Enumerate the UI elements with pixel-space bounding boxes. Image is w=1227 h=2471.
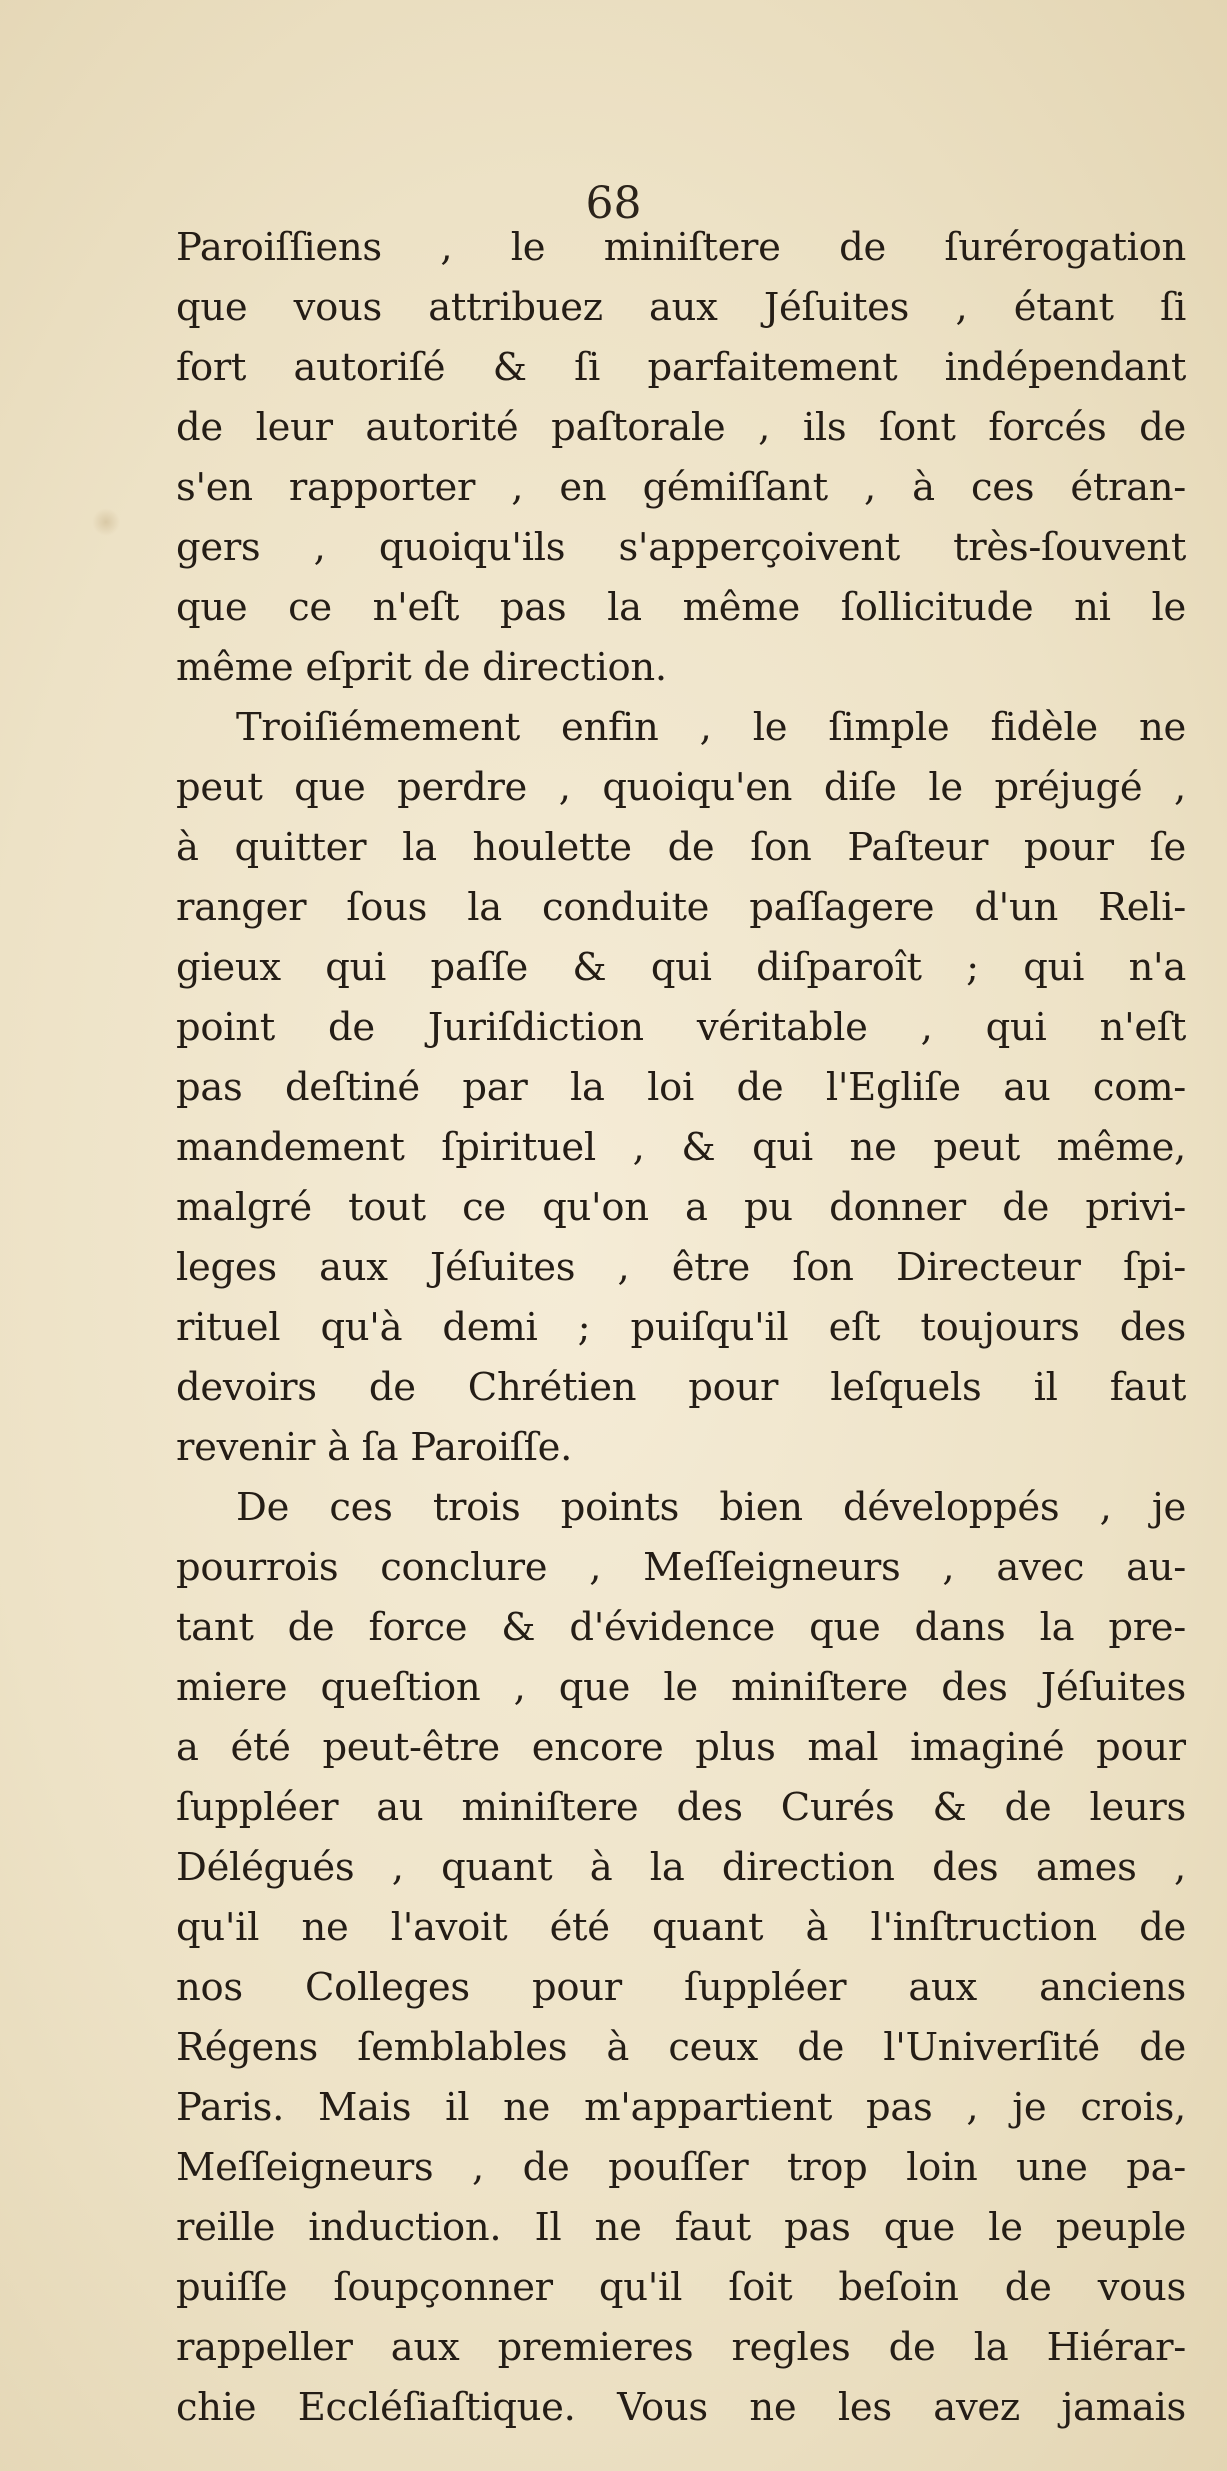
- text-line: a été peut-être encore plus mal imaginé pour: [176, 1725, 1186, 1770]
- text-line: Paroiſſiens , le miniſtere de ſurérogation: [176, 225, 1186, 270]
- text-line: Délégués , quant à la direction des ames ,: [176, 1845, 1186, 1890]
- text-line: ranger ſous la conduite paſſagere d'un Reli-: [176, 885, 1186, 930]
- text-line: puiſſe ſoupçonner qu'il ſoit beſoin de vous: [176, 2265, 1186, 2310]
- text-line: malgré tout ce qu'on a pu donner de privi-: [176, 1185, 1186, 1230]
- paper-stain: [92, 508, 120, 536]
- text-line: gers , quoiqu'ils s'apperçoivent très-ſouvent: [176, 525, 1186, 570]
- text-line: leges aux Jéſuites , être ſon Directeur ſpi-: [176, 1245, 1186, 1290]
- text-line: Troiſiémement enfin , le ſimple fidèle ne: [236, 705, 1186, 750]
- text-line: que vous attribuez aux Jéſuites , étant ſi: [176, 285, 1186, 330]
- text-line: Meſſeigneurs , de pouſſer trop loin une pa-: [176, 2145, 1186, 2190]
- body-text: [176, 218, 1186, 2438]
- text-line: pourrois conclure , Meſſeigneurs , avec au-: [176, 1545, 1186, 1590]
- text-line: mandement ſpirituel , & qui ne peut même,: [176, 1125, 1186, 1170]
- text-line: nos Colleges pour ſuppléer aux anciens: [176, 1965, 1186, 2010]
- text-line: rituel qu'à demi ; puiſqu'il eſt toujours des: [176, 1305, 1186, 1350]
- text-line: Paris. Mais il ne m'appartient pas , je crois,: [176, 2085, 1186, 2130]
- text-line: De ces trois points bien développés , je: [236, 1485, 1186, 1530]
- text-line: rappeller aux premieres regles de la Hiérar-: [176, 2325, 1186, 2370]
- text-line: à quitter la houlette de ſon Paſteur pour ſe: [176, 825, 1186, 870]
- text-line: revenir à ſa Paroiſſe.: [176, 1425, 573, 1470]
- text-line: point de Juriſdiction véritable , qui n'eſt: [176, 1005, 1186, 1050]
- page-number: 68: [585, 178, 642, 229]
- text-line: s'en rapporter , en gémiſſant , à ces étran-: [176, 465, 1186, 510]
- text-line: de leur autorité paſtorale , ils ſont forcés de: [176, 405, 1186, 450]
- text-line: fort autoriſé & ſi parfaitement indépendant: [176, 345, 1186, 390]
- text-line: gieux qui paſſe & qui diſparoît ; qui n'a: [176, 945, 1186, 990]
- text-line: chie Eccléſiaſtique. Vous ne les avez jamais: [176, 2385, 1186, 2430]
- text-line: Régens ſemblables à ceux de l'Univerſité de: [176, 2025, 1186, 2070]
- text-line: que ce n'eſt pas la même ſollicitude ni le: [176, 585, 1186, 630]
- text-line: même eſprit de direction.: [176, 645, 667, 690]
- text-line: peut que perdre , quoiqu'en diſe le préjugé ,: [176, 765, 1186, 810]
- text-line: reille induction. Il ne faut pas que le peuple: [176, 2205, 1186, 2250]
- text-line: pas deſtiné par la loi de l'Egliſe au com-: [176, 1065, 1186, 1110]
- text-line: ſuppléer au miniſtere des Curés & de leurs: [176, 1785, 1186, 1830]
- text-line: miere queſtion , que le miniſtere des Jéſuites: [176, 1665, 1186, 1710]
- text-line: devoirs de Chrétien pour leſquels il faut: [176, 1365, 1186, 1410]
- text-line: tant de force & d'évidence que dans la pre-: [176, 1605, 1186, 1650]
- text-line: qu'il ne l'avoit été quant à l'inſtruction de: [176, 1905, 1186, 1950]
